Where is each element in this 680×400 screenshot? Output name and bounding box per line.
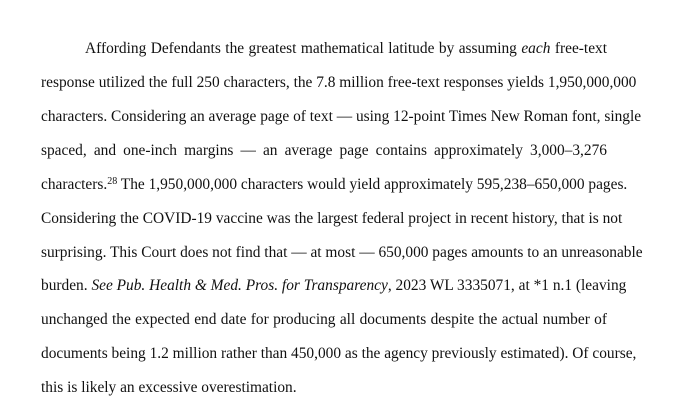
- text-run: Considering the COVID-19 vaccine was the largest federal project in recent history, that is not: [41, 210, 623, 227]
- text-line: [41, 72, 637, 94]
- text-run: , 2023 WL 3335071, at *1 n.1 (leaving: [387, 277, 627, 294]
- text-line: [41, 208, 623, 230]
- text-run: The 1,950,000,000 characters would yield approximately 595,238–650,000 pages.: [117, 176, 628, 193]
- case-citation: See Pub. Health & Med. Pros. for Transparency: [91, 277, 388, 294]
- emphasis-each: each: [521, 40, 551, 57]
- text-run: Affording Defendants the greatest mathematical latitude by assuming: [85, 40, 522, 57]
- text-line: [85, 38, 607, 60]
- text-line: [41, 140, 607, 162]
- text-line: [41, 275, 627, 297]
- text-line: [41, 309, 607, 331]
- text-run: characters. Considering an average page of text — using 12-point Times New Roman font, single: [41, 108, 642, 125]
- text-run: free-text: [550, 40, 607, 57]
- text-run: characters.: [41, 176, 108, 193]
- footnote-reference[interactable]: 28: [107, 176, 118, 187]
- text-run: documents being 1.2 million rather than 450,000 as the agency previously estimated). Of course,: [41, 345, 637, 362]
- text-run: unchanged the expected end date for producing all documents despite the actual number of: [41, 311, 607, 328]
- text-line: [41, 377, 297, 399]
- text-line: [41, 242, 643, 264]
- text-run: burden.: [41, 277, 92, 294]
- text-run: response utilized the full 250 characters, the 7.8 million free-text responses yields 1,950,000,000: [41, 74, 637, 91]
- text-line: [41, 106, 642, 128]
- text-line: [41, 343, 637, 365]
- text-run: spaced, and one-inch margins — an average page contains approximately 3,000–3,276: [41, 142, 607, 159]
- text-run: this is likely an excessive overestimation.: [41, 379, 297, 396]
- text-line: [41, 174, 628, 196]
- text-run: surprising. This Court does not find that — at most — 650,000 pages amounts to an unreasonable: [41, 244, 643, 261]
